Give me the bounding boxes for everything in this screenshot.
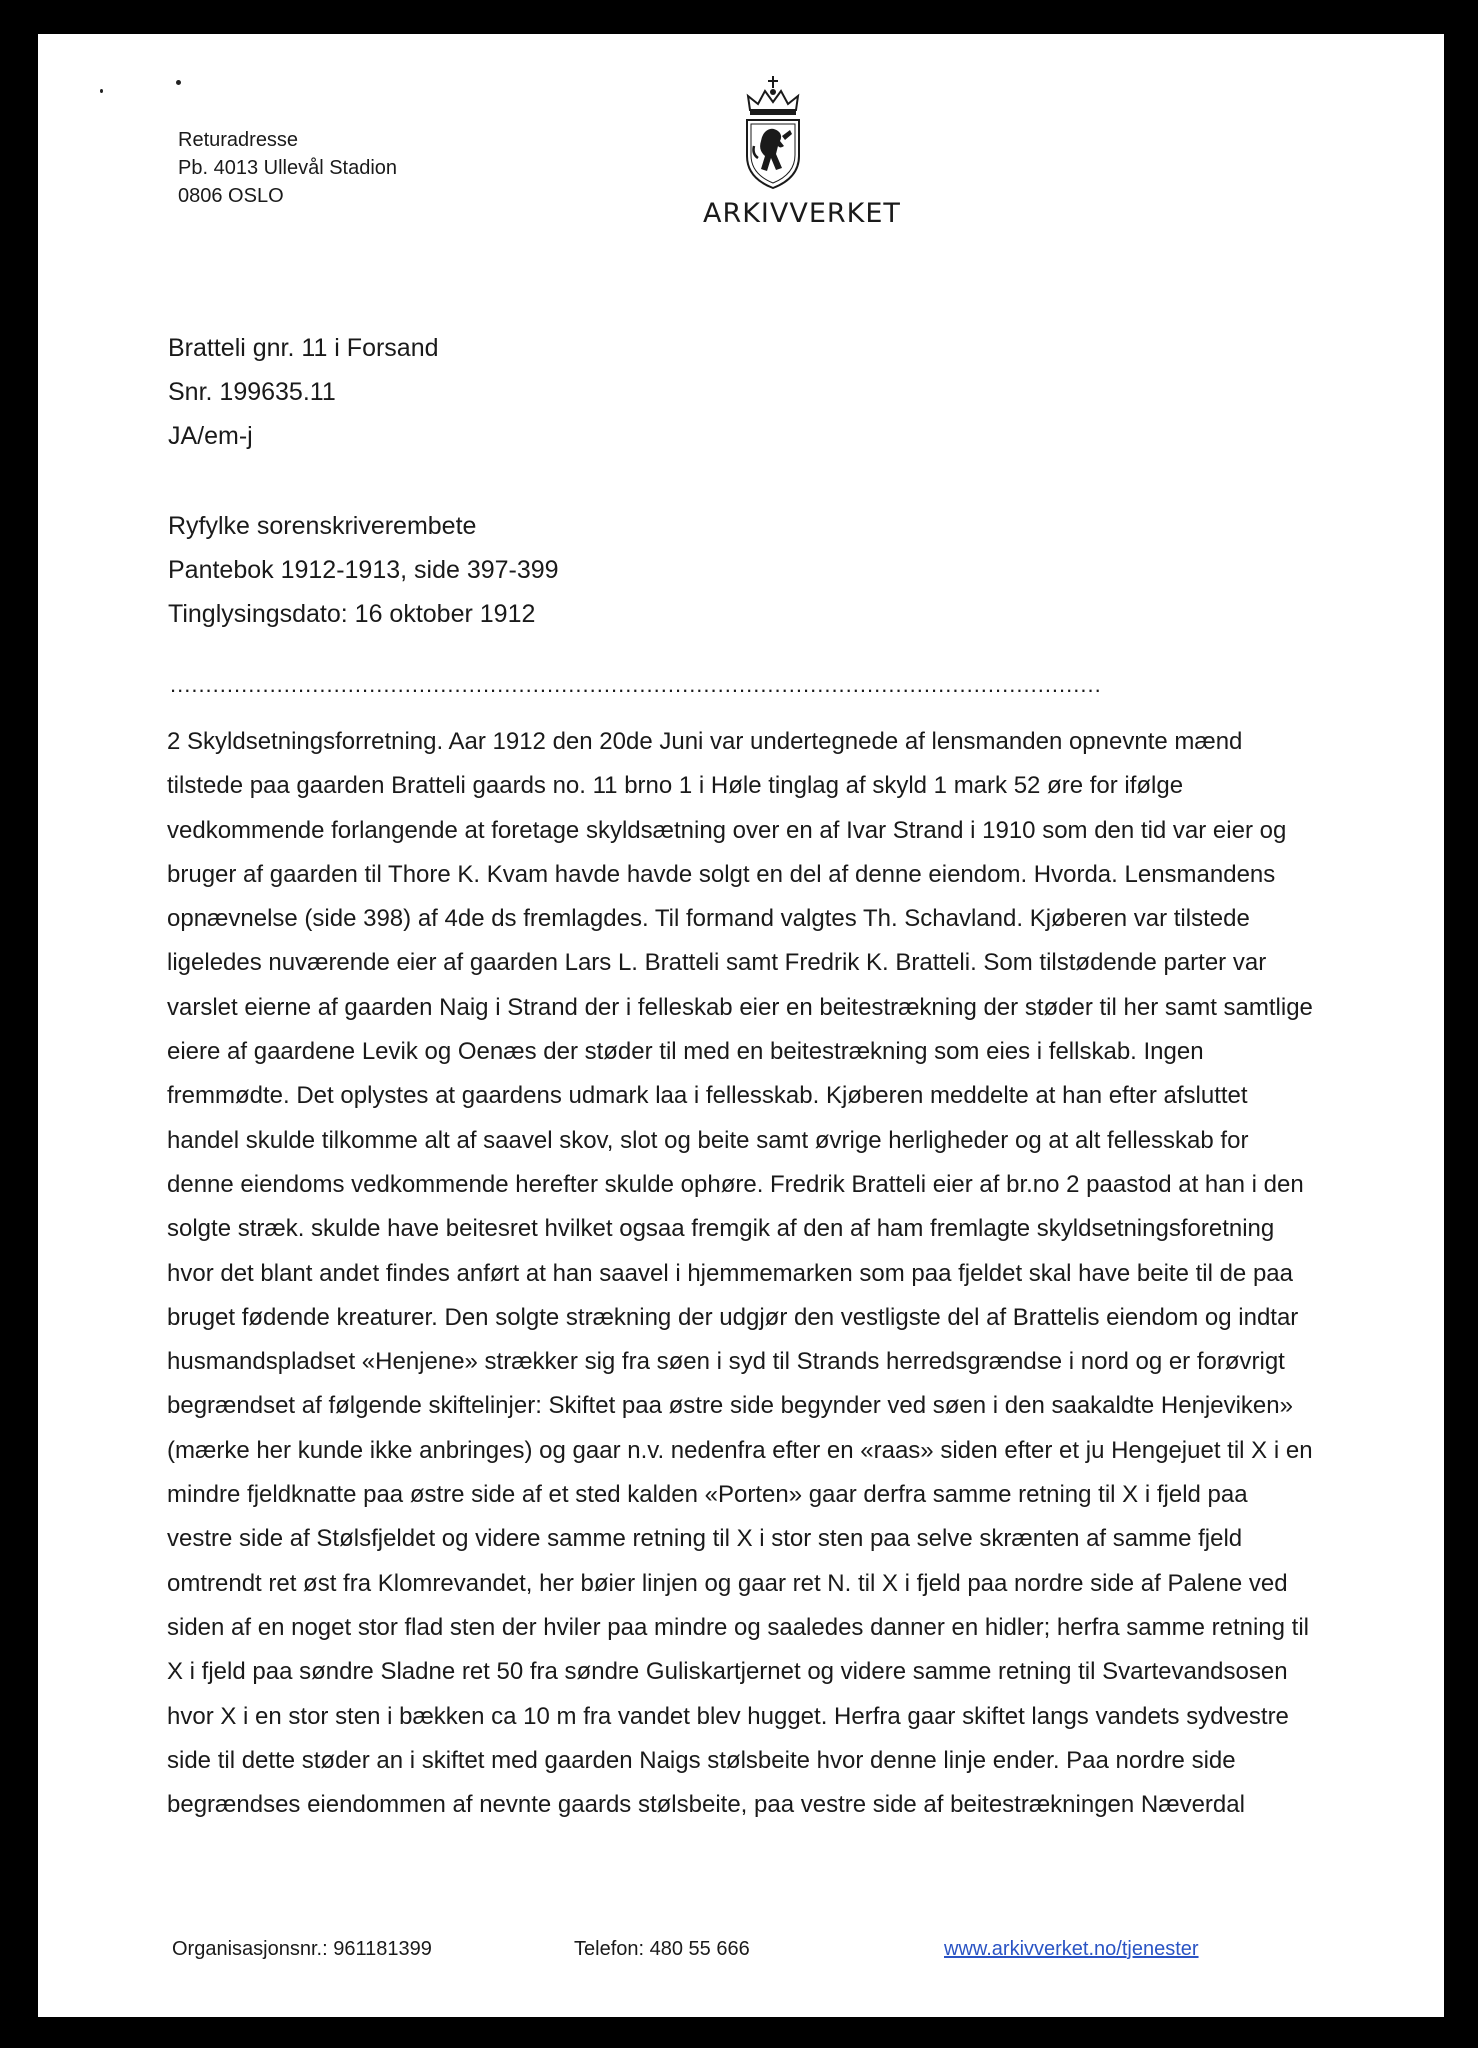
body-line: bruger af gaarden til Thore K. Kvam havde havde solgt en del af denne eiendom. Hvorda. Lensmandens xyxy=(167,860,1276,888)
body-line: handel skulde tilkomme alt af saavel skov, slot og beite samt øvrige herligheder og at alt fellesskab for xyxy=(167,1126,1249,1154)
court-office: Ryfylke sorenskriverembete xyxy=(168,512,477,540)
scan-speck xyxy=(176,80,181,85)
body-line: 2 Skyldsetningsforretning. Aar 1912 den 20de Juni var undertegnede af lensmanden opnevnte mænd xyxy=(167,728,1243,755)
case-reference xyxy=(168,326,439,458)
mortgage-book: Pantebok 1912-1913, side 397-399 xyxy=(168,556,559,584)
document-page xyxy=(38,34,1444,2017)
body-line: solgte stræk. skulde have beitesret hvilket ogsaa fremgik af den af ham fremlagte skyldsetningsforetning xyxy=(167,1215,1275,1243)
logo-wordmark: ARKIVVERKET xyxy=(703,198,901,229)
return-address-city: 0806 OSLO xyxy=(178,185,284,207)
return-address xyxy=(178,126,397,210)
body-line: eiere af gaardene Levik og Oenæs der støder til med en beitestrækning som eies i fellskab. Ingen xyxy=(167,1038,1204,1066)
body-line: begrændset af følgende skiftelinjer: Skiftet paa østre side begynder ved søen i den saakaldte Henjeviken» xyxy=(167,1392,1293,1420)
body-line: bruget fødende kreaturer. Den solgte strækning der udgjør den vestligste del af Brattelis eiendom og indtar xyxy=(167,1303,1299,1331)
body-line: fremmødte. Det oplystes at gaardens udmark laa i fellesskab. Kjøberen meddelte at han efter afsluttet xyxy=(167,1082,1248,1110)
body-line: begrændses eiendommen af nevnte gaards stølsbeite, paa vestre side af beitestrækningen Næverdal xyxy=(167,1791,1245,1819)
body-line: X i fjeld paa søndre Sladne ret 50 fra søndre Guliskartjernet og videre samme retning til Svartevandsosen xyxy=(167,1658,1288,1686)
body-line: varslet eierne af gaarden Naig i Strand der i felleskab eier en beitestrækning der støder til her samt samtlige xyxy=(167,993,1313,1021)
source-reference xyxy=(168,504,559,636)
coat-of-arms-lion-icon xyxy=(738,74,808,192)
footer-website-link[interactable]: www.arkivverket.no/tjenester xyxy=(944,1938,1199,1960)
body-line: husmandspladset «Henjene» strækker sig fra søen i syd til Strands herredsgrændse i nord og er forøvrigt xyxy=(167,1348,1285,1376)
body-line: hvor X i en stor sten i bækken ca 10 m fra vandet blev hugget. Herfra gaar skiftet langs vandets sydvestre xyxy=(167,1702,1289,1730)
body-line: siden af en noget stor flad sten der hviler paa mindre og saaledes danner en hidler; herfra samme retning til xyxy=(167,1613,1309,1641)
body-line: denne eiendoms vedkommende herefter skulde ophøre. Fredrik Bratteli eier af br.no 2 paastod at han i den xyxy=(167,1170,1304,1198)
return-address-pobox: Pb. 4013 Ullevål Stadion xyxy=(178,157,398,179)
body-line: tilstede paa gaarden Bratteli gaards no. 11 brno 1 i Høle tinglag af skyld 1 mark 52 øre for ifølge xyxy=(167,772,1184,800)
arkivverket-logo xyxy=(703,74,901,229)
footer-phone: Telefon: 480 55 666 xyxy=(574,1938,750,1960)
body-line: omtrendt ret øst fra Klomrevandet, her bøier linjen og gaar ret N. til X i fjeld paa nordre side af Palene ved xyxy=(167,1569,1288,1597)
body-line: (mærke her kunde ikke anbringes) og gaar n.v. nedenfra efter en «raas» siden efter et ju Hengejuet til X i en xyxy=(167,1436,1313,1464)
dotted-separator: ................................................................................................................................... xyxy=(170,674,1102,696)
body-line: ligeledes nuværende eier af gaarden Lars L. Bratteli samt Fredrik K. Bratteli. Som tilstødende parter var xyxy=(167,949,1267,977)
body-line: hvor det blant andet findes anført at han saavel i hjemmemarken som paa fjeldet skal have beite til de paa xyxy=(167,1259,1293,1287)
author-initials: JA/em-j xyxy=(168,422,253,450)
property-reference: Bratteli gnr. 11 i Forsand xyxy=(168,334,439,362)
footer-org-number: Organisasjonsnr.: 961181399 xyxy=(172,1938,432,1960)
body-line: side til dette støder an i skiftet med gaarden Naigs stølsbeite hvor denne linje ender. Paa nordre side xyxy=(167,1746,1236,1774)
transcription-body xyxy=(167,720,1313,1827)
return-address-label: Returadresse xyxy=(178,129,299,151)
body-line: mindre fjeldknatte paa østre side af et sted kalden «Porten» gaar derfra samme retning til X i fjeld paa xyxy=(167,1481,1248,1509)
body-line: vestre side af Stølsfjeldet og videre samme retning til X i stor sten paa selve skrænten af samme fjeld xyxy=(167,1525,1243,1553)
body-line: vedkommende forlangende at foretage skyldsætning over en af Ivar Strand i 1910 som den tid var eier og xyxy=(167,816,1287,844)
registration-date: Tinglysingsdato: 16 oktober 1912 xyxy=(168,600,536,628)
serial-number: Snr. 199635.11 xyxy=(168,378,336,406)
scan-speck xyxy=(100,89,103,93)
body-line: opnævnelse (side 398) af 4de ds fremlagdes. Til formand valgtes Th. Schavland. Kjøberen var tilstede xyxy=(167,905,1250,933)
